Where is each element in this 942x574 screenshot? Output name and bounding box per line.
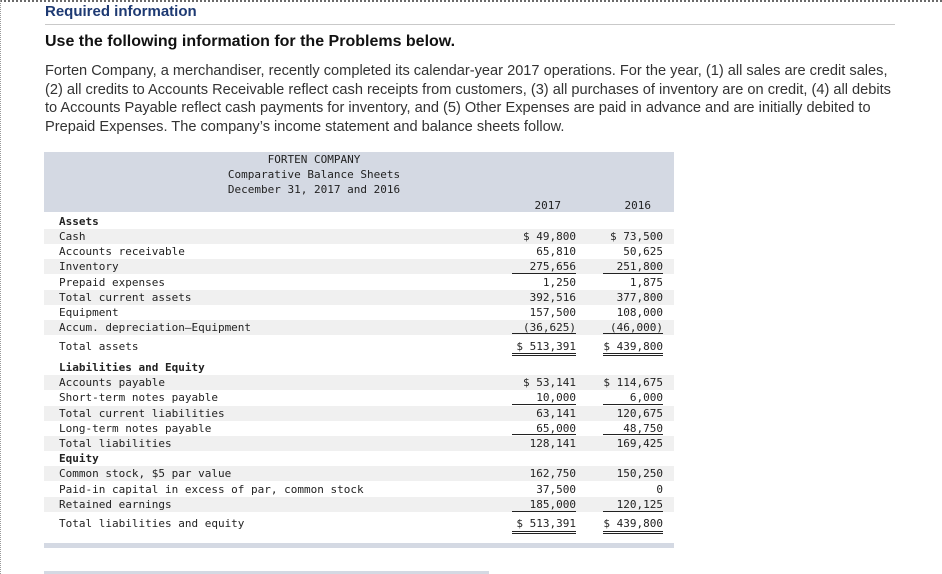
table-row xyxy=(44,214,674,229)
underline-rule xyxy=(512,273,576,274)
value-2016: 6,000 xyxy=(629,391,663,404)
value-2017: 10,000 xyxy=(536,391,576,404)
row-label: Assets xyxy=(59,215,99,228)
table-row xyxy=(44,229,674,244)
table-row xyxy=(44,339,674,354)
underline-rule xyxy=(603,533,663,534)
value-2016: 377,800 xyxy=(616,291,663,304)
underline-rule xyxy=(512,533,576,534)
underline-rule xyxy=(603,434,663,435)
table-row xyxy=(44,390,674,405)
left-dotted-border xyxy=(0,0,1,574)
underline-rule xyxy=(512,355,576,356)
table-row xyxy=(44,305,674,320)
table-row xyxy=(44,516,674,531)
row-label: Total current liabilities xyxy=(59,407,225,420)
table-row xyxy=(44,290,674,305)
value-2016: $ 439,800 xyxy=(603,340,663,353)
row-label: Accounts receivable xyxy=(59,245,185,258)
underline-rule xyxy=(512,404,576,405)
table-row xyxy=(44,375,674,390)
row-label: Cash xyxy=(59,230,86,243)
row-label: Total current assets xyxy=(59,291,192,304)
underline-rule xyxy=(603,531,663,532)
underline-rule xyxy=(603,355,663,356)
value-2017: 392,516 xyxy=(529,291,576,304)
table-row xyxy=(44,436,674,451)
underline-rule xyxy=(512,531,576,532)
value-2017: 1,250 xyxy=(542,276,576,289)
table-row xyxy=(44,244,674,259)
value-2016: $ 439,800 xyxy=(603,517,663,530)
value-2017: 63,141 xyxy=(536,407,576,420)
value-2016: $ 73,500 xyxy=(610,230,663,243)
table-row xyxy=(44,406,674,421)
underline-rule xyxy=(512,434,576,435)
table-row xyxy=(44,421,674,436)
table-row xyxy=(44,275,674,290)
row-label: Short-term notes payable xyxy=(59,391,218,404)
underline-rule xyxy=(603,273,663,274)
value-2016: 50,625 xyxy=(623,245,663,258)
value-2017: $ 49,800 xyxy=(523,230,576,243)
value-2016: 108,000 xyxy=(616,306,663,319)
value-2016: 0 xyxy=(656,483,663,496)
table-row xyxy=(44,451,674,466)
statement-footer-bar xyxy=(44,543,674,548)
row-label: Total liabilities xyxy=(59,437,172,450)
value-2017: 65,000 xyxy=(536,422,576,435)
row-label: Retained earnings xyxy=(59,498,172,511)
value-2017: 162,750 xyxy=(529,467,576,480)
value-2016: 120,675 xyxy=(616,407,663,420)
row-label: Long-term notes payable xyxy=(59,422,212,435)
value-2017: 157,500 xyxy=(529,306,576,319)
underline-rule xyxy=(603,353,663,354)
value-2016: 1,875 xyxy=(629,276,663,289)
value-2017: $ 53,141 xyxy=(523,376,576,389)
value-2017: 37,500 xyxy=(536,483,576,496)
row-label: Inventory xyxy=(59,260,119,273)
row-label: Accounts payable xyxy=(59,376,165,389)
column-header-2016: 2016 xyxy=(624,199,651,212)
value-2017: 185,000 xyxy=(529,498,576,511)
required-information-label: Required information xyxy=(45,3,197,20)
table-row xyxy=(44,466,674,481)
table-row xyxy=(44,360,674,375)
value-2017: 128,141 xyxy=(529,437,576,450)
value-2016: (46,000) xyxy=(610,321,663,334)
value-2016: 120,125 xyxy=(616,498,663,511)
company-name: FORTEN COMPANY xyxy=(267,153,361,166)
value-2017: (36,625) xyxy=(523,321,576,334)
row-label: Paid-in capital in excess of par, common stock xyxy=(59,483,364,496)
table-row xyxy=(44,497,674,512)
underline-rule xyxy=(603,404,663,405)
value-2017: 65,810 xyxy=(536,245,576,258)
divider xyxy=(45,24,895,25)
balance-sheet xyxy=(44,152,674,543)
row-label: Liabilities and Equity xyxy=(59,361,205,374)
row-label: Equity xyxy=(59,452,99,465)
value-2016: $ 114,675 xyxy=(603,376,663,389)
row-label: Total assets xyxy=(59,340,139,353)
value-2016: 169,425 xyxy=(616,437,663,450)
value-2016: 48,750 xyxy=(623,422,663,435)
row-label: Common stock, $5 par value xyxy=(59,467,232,480)
underline-rule xyxy=(512,353,576,354)
underline-rule xyxy=(603,333,663,334)
underline-rule xyxy=(512,511,576,512)
value-2016: 251,800 xyxy=(616,260,663,273)
row-label: Accum. depreciation—Equipment xyxy=(59,321,252,334)
table-row xyxy=(44,259,674,274)
underline-rule xyxy=(603,511,663,512)
row-label: Prepaid expenses xyxy=(59,276,165,289)
table-row xyxy=(44,482,674,497)
underline-rule xyxy=(512,333,576,334)
column-header-2017: 2017 xyxy=(534,199,561,212)
value-2016: 150,250 xyxy=(616,467,663,480)
statement-title: Comparative Balance Sheets xyxy=(227,168,401,181)
problem-heading: Use the following information for the Problems below. xyxy=(45,33,456,50)
value-2017: 275,656 xyxy=(529,260,576,273)
top-dotted-border xyxy=(0,0,942,2)
row-label: Total liabilities and equity xyxy=(59,517,245,530)
value-2017: $ 513,391 xyxy=(516,517,576,530)
intro-paragraph: Forten Company, a merchandiser, recently completed its calendar-year 2017 operations. For the year, (1) all sales are credit sales, (2) all credits to Accounts Receivable reflect cash receipts from customers, (3) all purchases of inventory are on credit, (4) all debits to Accounts Payable reflect cash payments for inventory, and (5) Other Expenses are paid in advance and are initially debited to Prepaid Expenses. The company’s income statement and balance sheets follow. xyxy=(45,63,891,135)
table-row xyxy=(44,320,674,335)
value-2017: $ 513,391 xyxy=(516,340,576,353)
row-label: Equipment xyxy=(59,306,119,319)
statement-date: December 31, 2017 and 2016 xyxy=(227,183,401,196)
